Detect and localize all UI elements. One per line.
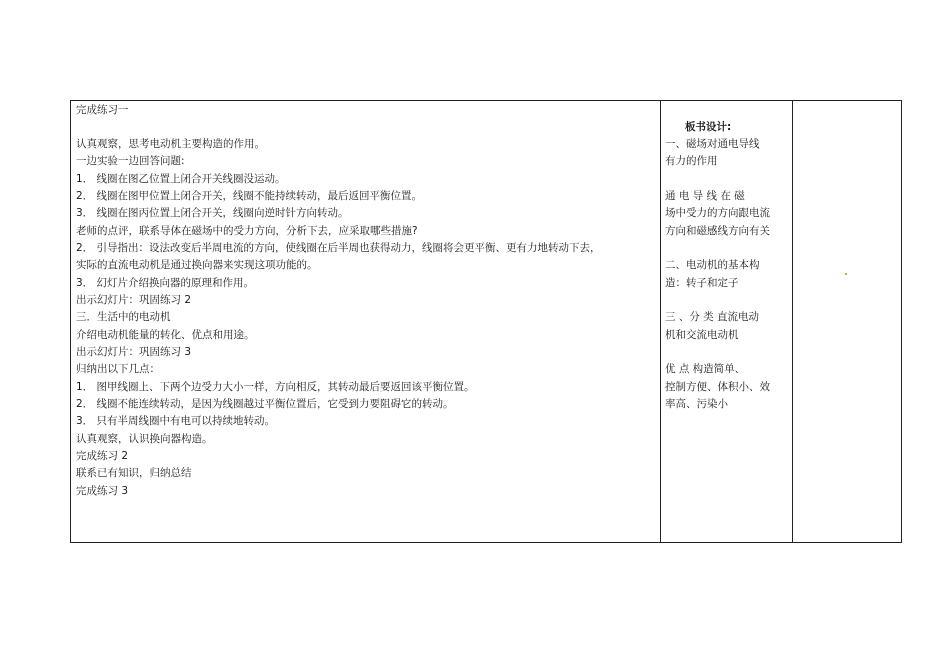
main-line: 完成练习 3 xyxy=(76,485,129,497)
board-line: 场中受力的方向跟电流 xyxy=(665,207,770,219)
main-line: 老师的点评，联系导体在磁场中的受力方向，分析下去，应采取哪些措施? xyxy=(76,225,418,237)
board-line: 机和交流电动机 xyxy=(665,329,739,341)
board-line: 一、磁场对通电导线 xyxy=(665,138,760,150)
board-line: 有力的作用 xyxy=(665,155,718,167)
main-line: 3． 幻灯片介绍换向器的原理和作用。 xyxy=(76,277,255,289)
main-line: 3． 线圈在图丙位置上闭合开关，线圈向逆时针方向转动。 xyxy=(76,207,349,219)
stray-mark xyxy=(845,273,847,275)
main-line: 联系已有知识，归纳总结 xyxy=(76,467,192,479)
main-line: 完成练习 2 xyxy=(76,450,129,462)
main-line: 2． 引导指出：设法改变后半周电流的方向，使线圈在后半周也获得动力，线圈将会更平衡、更有力地转动下去， xyxy=(76,242,601,254)
board-line: 造：转子和定子 xyxy=(665,277,739,289)
board-design-cell xyxy=(661,101,792,542)
board-line: 二、电动机的基本构 xyxy=(665,259,760,271)
main-line: 3． 只有半周线圈中有电可以持续地转动。 xyxy=(76,415,276,427)
main-line: 三．生活中的电动机 xyxy=(76,311,171,323)
main-line: 完成练习一 xyxy=(76,104,129,116)
main-line: 出示幻灯片：巩固练习 3 xyxy=(76,346,192,358)
main-line: 1． 线圈在图乙位置上闭合开关线圈没运动。 xyxy=(76,173,286,185)
main-line: 实际的直流电动机是通过换向器来实现这项功能的。 xyxy=(76,259,318,271)
board-line: 控制方便、体积小、效 xyxy=(665,381,770,393)
main-line: 认真观察，认识换向器构造。 xyxy=(76,433,213,445)
main-line: 1． 图甲线圈上、下两个边受力大小一样，方向相反，其转动最后要返回该平衡位置。 xyxy=(76,381,475,393)
main-line: 一边实验一边回答问题: xyxy=(76,155,185,167)
main-line: 出示幻灯片：巩固练习 2 xyxy=(76,294,192,306)
main-line: 2． 线圈在图甲位置上闭合开关，线圈不能持续转动，最后返回平衡位置。 xyxy=(76,190,423,202)
main-line: 介绍电动机能量的转化、优点和用途。 xyxy=(76,329,255,341)
board-line: 三 、分 类 直流电动 xyxy=(665,311,760,323)
notes-cell xyxy=(793,101,901,542)
board-line: 优 点 构造简单、 xyxy=(665,363,746,375)
main-line: 归纳出以下几点： xyxy=(76,363,160,375)
main-line: 认真观察，思考电动机主要构造的作用。 xyxy=(76,138,265,150)
board-line: 通 电 导 线 在 磁 xyxy=(665,190,745,202)
board-line: 方向和磁感线方向有关 xyxy=(665,225,770,237)
lesson-table xyxy=(70,100,902,543)
teaching-process-cell xyxy=(71,101,660,542)
board-line: 率高、污染小 xyxy=(665,398,728,410)
main-line: 2． 线圈不能连续转动，是因为线圈越过平衡位置后，它受到力要阻碍它的转动。 xyxy=(76,398,454,410)
board-title: 板书设计: xyxy=(685,121,732,133)
